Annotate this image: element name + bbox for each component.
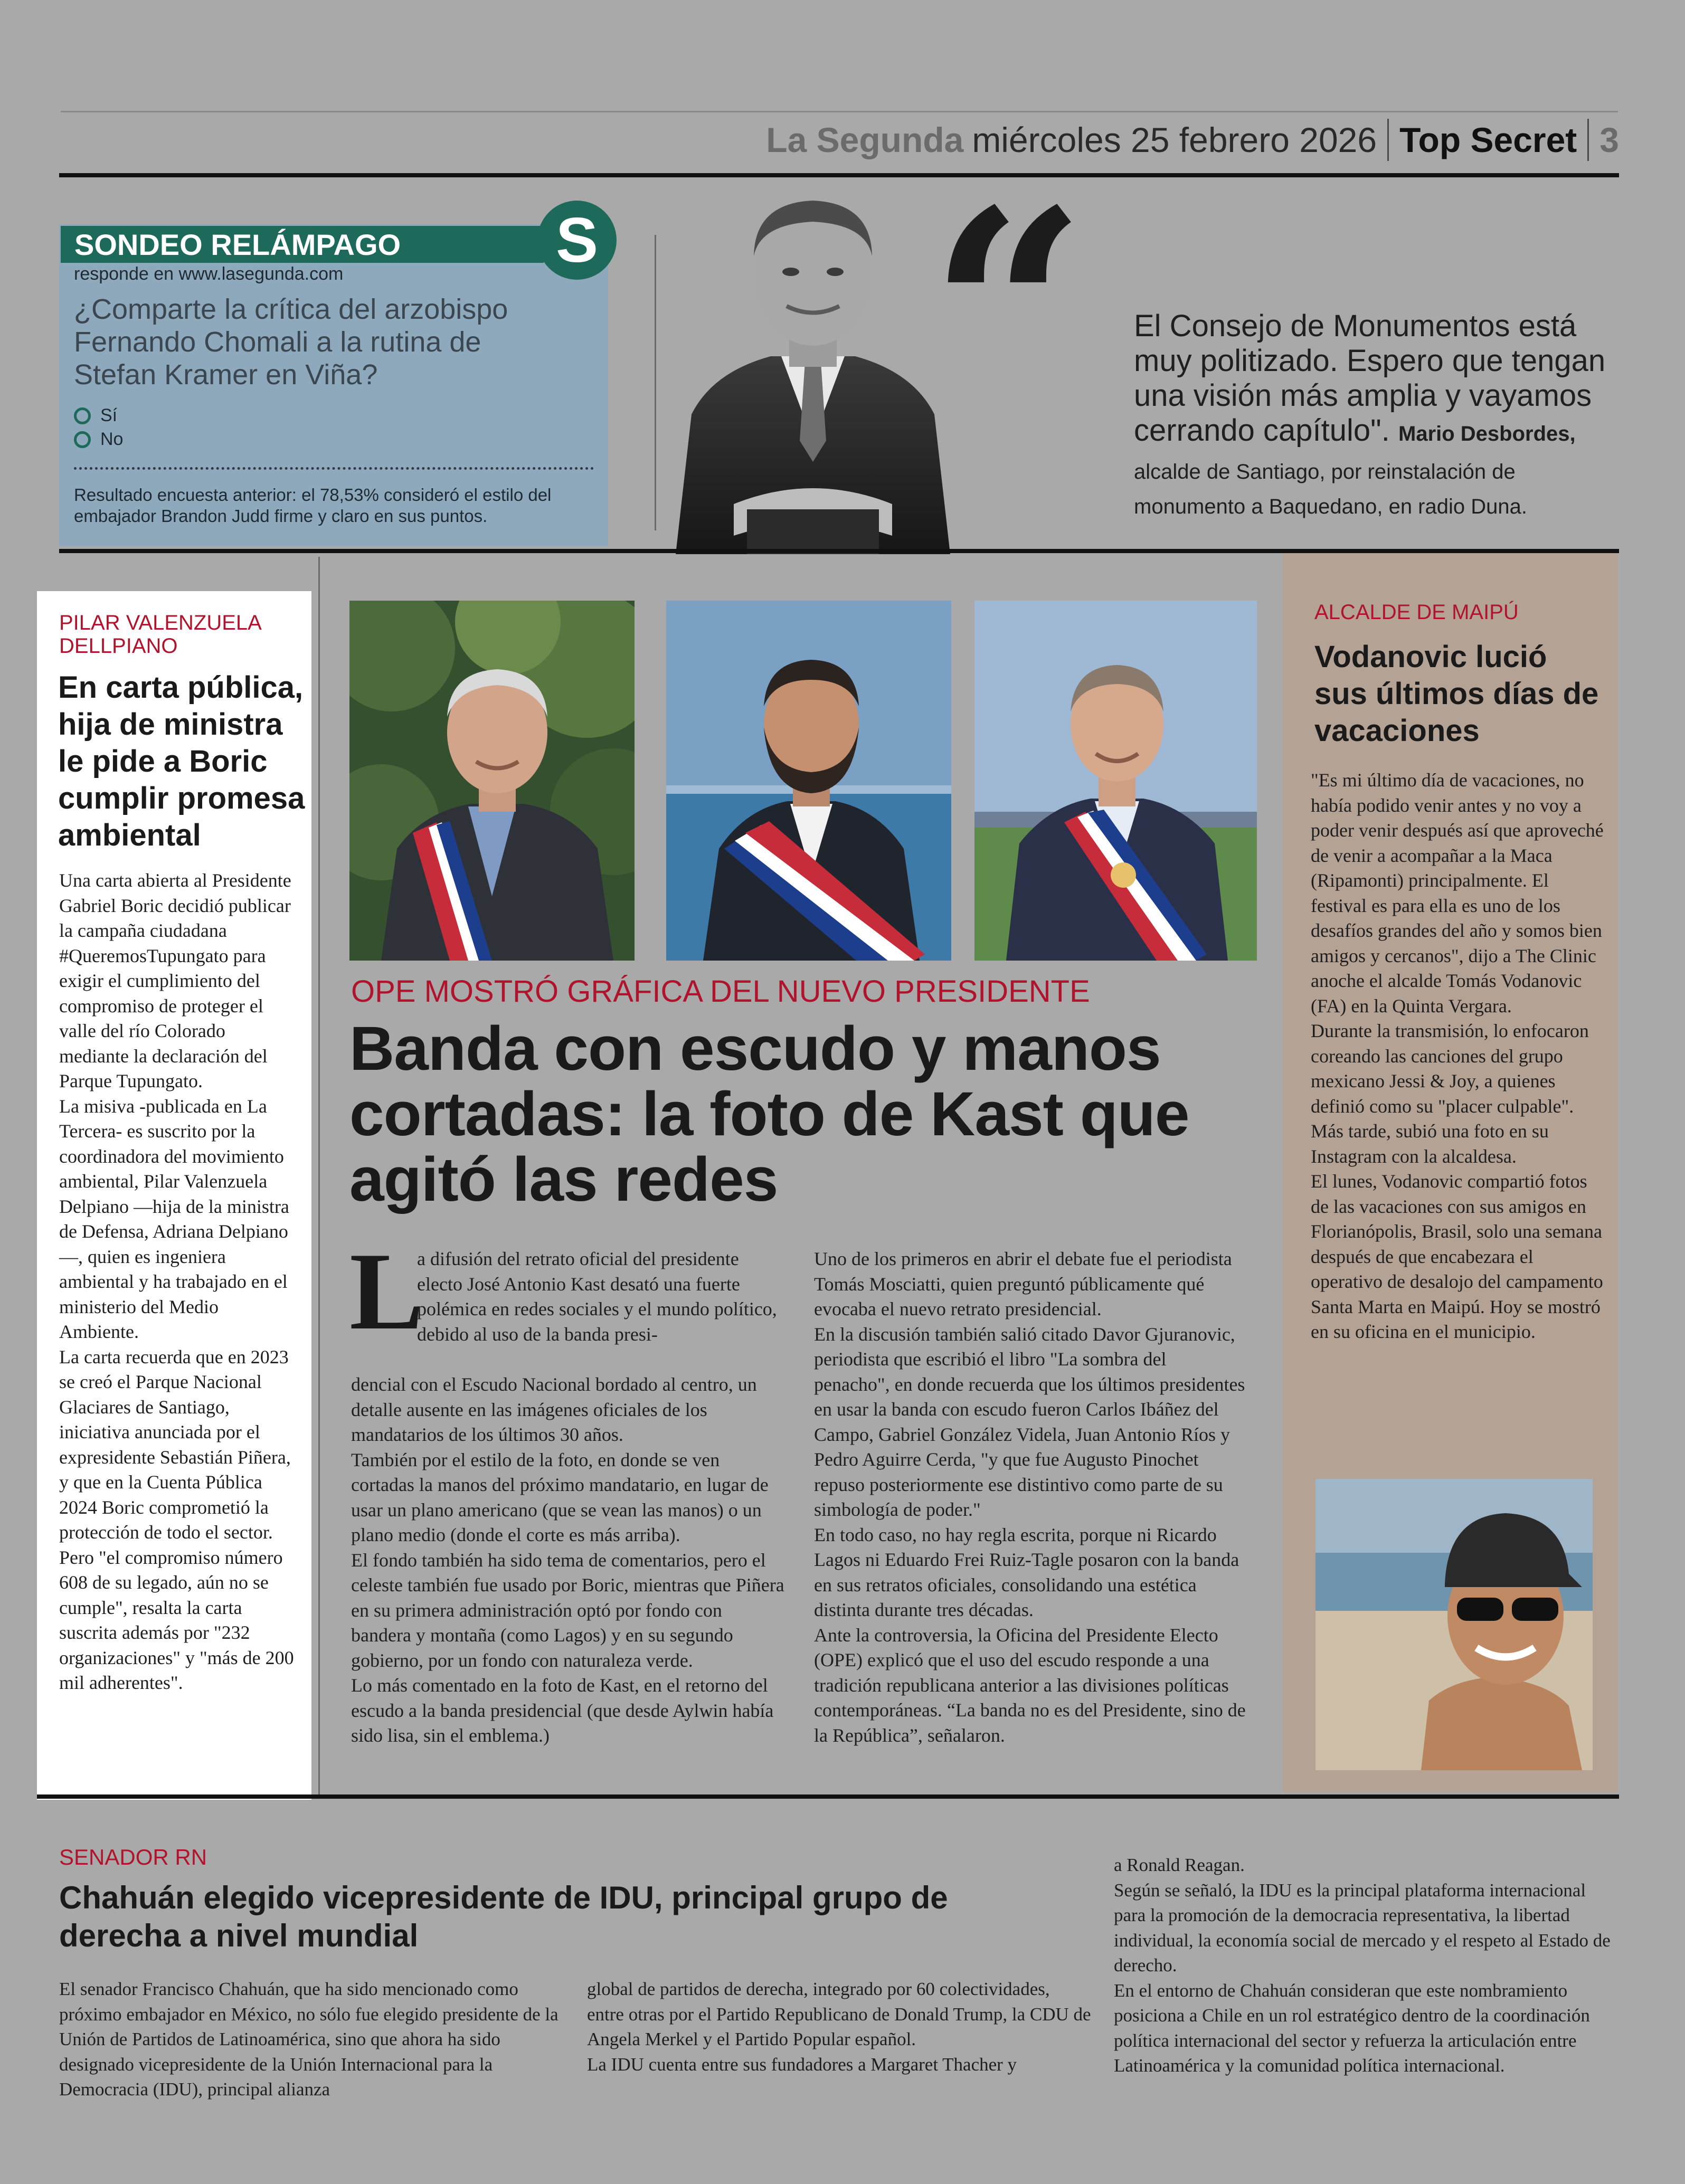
radio-ring-icon[interactable] (74, 407, 91, 424)
quote-text: El Consejo de Monumentos está muy politizado. Espero que tengan una visión más amplia y vayamos cerrando capítulo". (1134, 309, 1606, 448)
right-story-body: "Es mi último día de vacaciones, no había podido venir antes y no voy a poder venir después así que aproveché de venir a acompañar a la Maca (Ripamonti) principalmente. El festival es para ella es uno de los desafíos grandes del año y somos bien amigos y cercanos", dijo a The Clinic anoche el alcalde Tomás Vodanovic (FA) en la Quinta Vergara. Durante la transmisión, lo enfocaron coreando las canciones del grupo mexicano Jessi & Joy, a quienes definió como su "placer culpable". Más tarde, subió una foto en su Instagram con la alcaldesa. El lunes, Vodanovic compartió fotos de las vacaciones con sus amigos en Florianópolis, Brasil, solo una semana después de que encabezara el operativo de desalojo del campamento Santa Marta en Maipú. Hoy se mostró en su oficina en el municipio. (1311, 770, 1604, 1342)
poll-option-label: No (100, 429, 124, 449)
right-story-kicker: ALCALDE DE MAIPÚ (1314, 601, 1519, 624)
main-story-column-1: dencial con el Escudo Nacional bordado al centro, un detalle ausente en las imágenes oficiales de los mandatarios de los últimos 30 años. También por el estilo de la foto, en donde se ven cortadas la manos del próximo mandatario, en lugar de usar un plano americano (que se vean las manos) o un plano medio (donde el corte es más arriba). El fondo también ha sido tema de comentarios, pero el celeste también fue usado por Boric, mientras que Piñera en su primera administración optó por fondo con bandera y montaña (como Lagos) y en su segundo gobierno, por un fondo con naturaleza verde. Lo más comentado en la foto de Kast, en el retorno del escudo a la banda presidencial (que desde Aylwin había sido lisa, sin el emblema.) (351, 1374, 784, 1746)
poll-dotted-divider (74, 467, 594, 470)
mayor-portrait-photo (655, 166, 971, 554)
poll-title: SONDEO RELÁMPAGO (61, 226, 544, 263)
vodanovic-beach-photo (1315, 1479, 1593, 1770)
left-story-kicker: PILAR VALENZUELA DELLPIANO (59, 611, 261, 658)
main-story-headline: Banda con escudo y manos cortadas: la foto de Kast que agitó las redes (349, 1014, 1189, 1214)
newspaper-brand: La Segunda (766, 120, 964, 159)
bottom-section-rule (37, 1794, 1619, 1799)
left-story-body: Una carta abierta al Presidente Gabriel Boric decidió publicar la campaña ciudadana #QueremosTupungato para exigir el cumplimiento del compromiso de proteger el valle del río Colorado mediante la declaración del Parque Tupungato. La misiva -publicada en La Tercera- es suscrito por la coordinadora del movimiento ambiental, Pilar Valenzuela Delpiano —hija de la ministra de Defensa, Adriana Delpiano—, quien es ingeniera ambiental y ha trabajado en el ministerio del Medio Ambiente. La carta recuerda que en 2023 se creó el Parque Nacional Glaciares de Santiago, iniciativa anunciada por el expresidente Sebastián Piñera, y que en la Cuenta Pública 2024 Boric comprometió la protección de todo el sector. Pero "el compromiso número 608 de su legado, aún no se cumple", resalta la carta suscrita además por "232 organizaciones" y "más de 200 mil adherentes". (59, 870, 294, 1693)
poll-badge: S (537, 201, 617, 280)
poll-option-label: Sí (100, 405, 118, 425)
poll-previous-result: Resultado encuesta anterior: el 78,53% consideró el estilo del embajador Brandon Judd firme y claro en sus puntos. (74, 485, 552, 526)
poll-subtitle: responde en www.lasegunda.com (74, 264, 344, 284)
bottom-story-headline: Chahuán elegido vicepresidente de IDU, principal grupo de derecha a nivel mundial (59, 1880, 948, 1953)
quote-context: alcalde de Santiago, por reinstalación de monumento a Baquedano, en radio Duna. (1134, 460, 1527, 518)
main-story-kicker: OPE MOSTRÓ GRÁFICA DEL NUEVO PRESIDENTE (351, 974, 1090, 1009)
pull-quote (1134, 309, 1614, 521)
header-divider (1387, 119, 1389, 161)
main-story-lead: a difusión del retrato oficial del presidente electo José Antonio Kast desató una fuerte polémica en redes sociales y el mundo político, debido al uso de la banda presi- (417, 1248, 777, 1345)
header-divider (1587, 119, 1589, 161)
bottom-story-column-3: a Ronald Reagan. Según se señaló, la IDU es la principal plataforma internacional para la promoción de la democracia representativa, la libertad individual, la economía social de mercado y el respeto al Estado de derecho. En el entorno de Chahuán consideran que este nombramiento posiciona a Chile en un rol estratégico dentro de la coordinación política internacional del sector y refuerza la articulación entre Latinoamérica y la comunidad política internacional. (1114, 1855, 1611, 2076)
column-divider (318, 557, 320, 1794)
bottom-story-column-1: El senador Francisco Chahuán, que ha sido mencionado como próximo embajador en México, no sólo fue elegido presidente de la Unión de Partidos de Latinoamérica, sino que ahora ha sido designado vicepresidente de la Unión Internacional para la Democracia (IDU), principal alianza (59, 1979, 558, 2100)
pinera-portrait-photo (349, 601, 635, 961)
right-story-headline: Vodanovic lució sus últimos días de vacaciones (1314, 640, 1599, 748)
bottom-story-kicker: SENADOR RN (59, 1845, 207, 1869)
bottom-story-column-2: global de partidos de derecha, integrado por 60 colectividades, entre otras por el Partido Republicano de Donald Trump, la CDU de Angela Merkel y el Partido Popular español. La IDU cuenta entre sus fundadores a Margaret Thacher y (587, 1979, 1091, 2075)
main-story-column-2: Uno de los primeros en abrir el debate fue el periodista Tomás Mosciatti, quien preguntó públicamente qué evocaba el nuevo retrato presidencial. En la discusión también salió citado Davor Gjuranovic, periodista que escribió el libro "La sombra del penacho", en donde recuerda que los últimos presidentes en usar la banda con escudo fueron Carlos Ibáñez del Campo, Gabriel González Videla, Juan Antonio Ríos y Pedro Aguirre Cerda, "y que fue Augusto Pinochet repuso posteriormente ese distintivo como parte de su simbología de poder." En todo caso, no hay regla escrita, porque ni Ricardo Lagos ni Eduardo Frei Ruiz-Tagle posaron con la banda en sus retratos oficiales, consolidando una estética distinta durante tres décadas. Ante la controversia, la Oficina del Presidente Electo (OPE) explicó que el uso del escudo responde a una tradición republicana anterior a las divisiones políticas contemporáneas. “La banda no es del Presidente, sino de la República”, señalaron. (814, 1248, 1246, 1746)
page-number: 3 (1599, 120, 1619, 159)
radio-ring-icon[interactable] (74, 431, 91, 448)
boric-portrait-photo (666, 601, 951, 961)
quote-mark-icon: “ (929, 150, 1087, 472)
poll-option-no[interactable] (74, 429, 123, 450)
poll-option-yes[interactable] (74, 405, 117, 426)
drop-cap: L (349, 1230, 424, 1353)
page-header (766, 111, 1619, 169)
poll-question: ¿Comparte la crítica del arzobispo Fernando Chomali a la rutina de Stefan Kramer en Viña? (74, 293, 508, 391)
kast-portrait-photo (974, 601, 1257, 961)
section-rule (59, 549, 1619, 553)
issue-date: miércoles 25 febrero 2026 (972, 120, 1377, 159)
section-name: Top Secret (1399, 120, 1577, 159)
left-story-headline: En carta pública, hija de ministra le pide a Boric cumplir promesa ambiental (58, 670, 305, 852)
quote-speaker: Mario Desbordes, (1398, 422, 1576, 445)
